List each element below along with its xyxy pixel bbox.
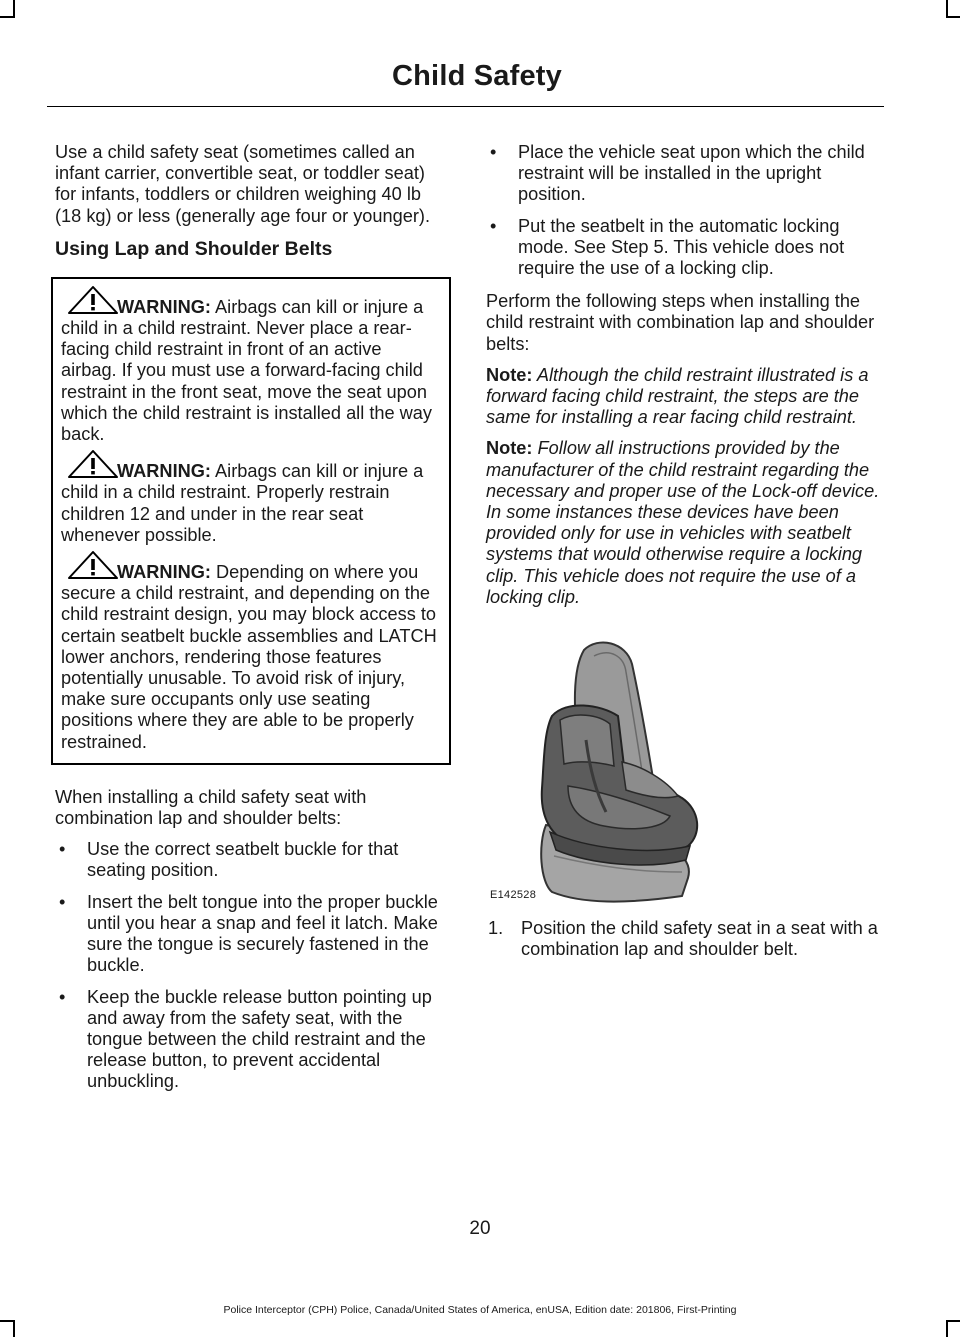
crop-mark	[946, 1320, 960, 1322]
right-bullet-list	[486, 142, 880, 279]
right-column	[486, 142, 880, 960]
warning-triangle-icon	[67, 550, 119, 580]
note-paragraph	[486, 365, 880, 429]
footer-text: Police Interceptor (CPH) Police, Canada/United States of America, enUSA, Edition date: 201806, First-Printing	[223, 1304, 737, 1316]
left-bullet-list	[55, 839, 445, 1092]
page-header-title: Child Safety	[392, 60, 562, 92]
child-seat-figure	[486, 620, 776, 910]
warning-item	[61, 461, 441, 546]
left-column	[55, 142, 445, 1105]
crop-mark	[946, 16, 960, 18]
note-text: Although the child restraint illustrated is a forward facing child restraint, the steps are the same for installing a rear facing child restraint.	[486, 364, 869, 428]
bullet-marker: •	[59, 839, 66, 860]
step-number: 1.	[488, 918, 504, 939]
note-label: Note:	[486, 438, 533, 459]
warning-label: WARNING:	[117, 296, 211, 317]
child-seat-illustration-icon	[486, 620, 776, 910]
warning-item	[61, 297, 441, 445]
crop-mark	[0, 16, 15, 18]
crop-mark	[0, 1320, 15, 1322]
crop-mark	[946, 1320, 948, 1337]
warning-label: WARNING:	[117, 562, 211, 583]
warning-item	[61, 562, 441, 753]
header-rule	[47, 106, 884, 107]
note-label: Note:	[486, 364, 533, 385]
install-intro: When installing a child safety seat with combination lap and shoulder belts:	[55, 786, 367, 829]
steps-intro: Perform the following steps when installing the child restraint with combination lap and shoulder belts:	[486, 291, 875, 354]
bullet-marker: •	[490, 215, 497, 236]
bullet-marker: •	[59, 986, 66, 1007]
warning-text: Airbags can kill or injure a child in a child restraint. Properly restrain children 12 and under in the rear seat whenever possible.	[61, 461, 424, 545]
page-number: 20	[469, 1218, 491, 1239]
list-item: • Keep the buckle release button pointing up and away from the safety seat, with the tongue between the child restraint and the release button, to prevent accidental unbuckling.	[59, 986, 432, 1092]
steps-list	[486, 918, 880, 960]
figure-id: E142528	[490, 888, 537, 901]
bullet-marker: •	[490, 142, 497, 162]
section-heading: Using Lap and Shoulder Belts	[55, 237, 333, 260]
note-paragraph	[486, 438, 880, 608]
intro-paragraph: Use a child safety seat (sometimes called an infant carrier, convertible seat, or toddler seat) for infants, toddlers or children weighing 40 lb (18 kg) or less (generally age four or younger).	[55, 142, 431, 226]
crop-mark	[13, 1320, 15, 1337]
list-item: • Put the seatbelt in the automatic locking mode. See Step 5. This vehicle does not require the use of a locking clip.	[490, 215, 845, 279]
warning-triangle-icon	[67, 449, 119, 479]
warning-triangle-icon	[67, 285, 119, 315]
list-item: • Insert the belt tongue into the proper buckle until you hear a snap and feel it latch. Make sure the tongue is securely fastened in the buckle.	[59, 891, 438, 976]
list-item	[486, 918, 880, 960]
warning-label: WARNING:	[117, 461, 211, 482]
warning-text: Depending on where you secure a child restraint, and depending on the child restraint design, you may block access to certain seatbelt buckle assemblies and LATCH lower anchors, rendering those features potentially unusable. To avoid risk of injury, make sure occupants only use seating positions where they are able to be properly restrained.	[61, 562, 437, 752]
warning-box	[51, 277, 451, 765]
warning-text: Airbags can kill or injure a child in a child restraint. Never place a rear-facing child restraint in front of an active airbag. If you must use a forward-facing child restraint in the front seat, move the seat upon which the child restraint is installed all the way back.	[61, 296, 432, 445]
note-text: Follow all instructions provided by the manufacturer of the child restraint regarding the necessary and proper use of the Lock-off device. In some instances these devices have been provided only for use in vehicles with seatbelt systems that would otherwise require a locking clip. This vehicle does not require the use of a locking clip.	[486, 438, 880, 607]
list-item: • Place the vehicle seat upon which the child restraint will be installed in the upright position.	[490, 142, 865, 205]
step-text: Position the child safety seat in a seat with a combination lap and shoulder belt.	[521, 918, 878, 960]
list-item: • Use the correct seatbelt buckle for that seating position.	[59, 839, 399, 881]
bullet-marker: •	[59, 891, 66, 912]
